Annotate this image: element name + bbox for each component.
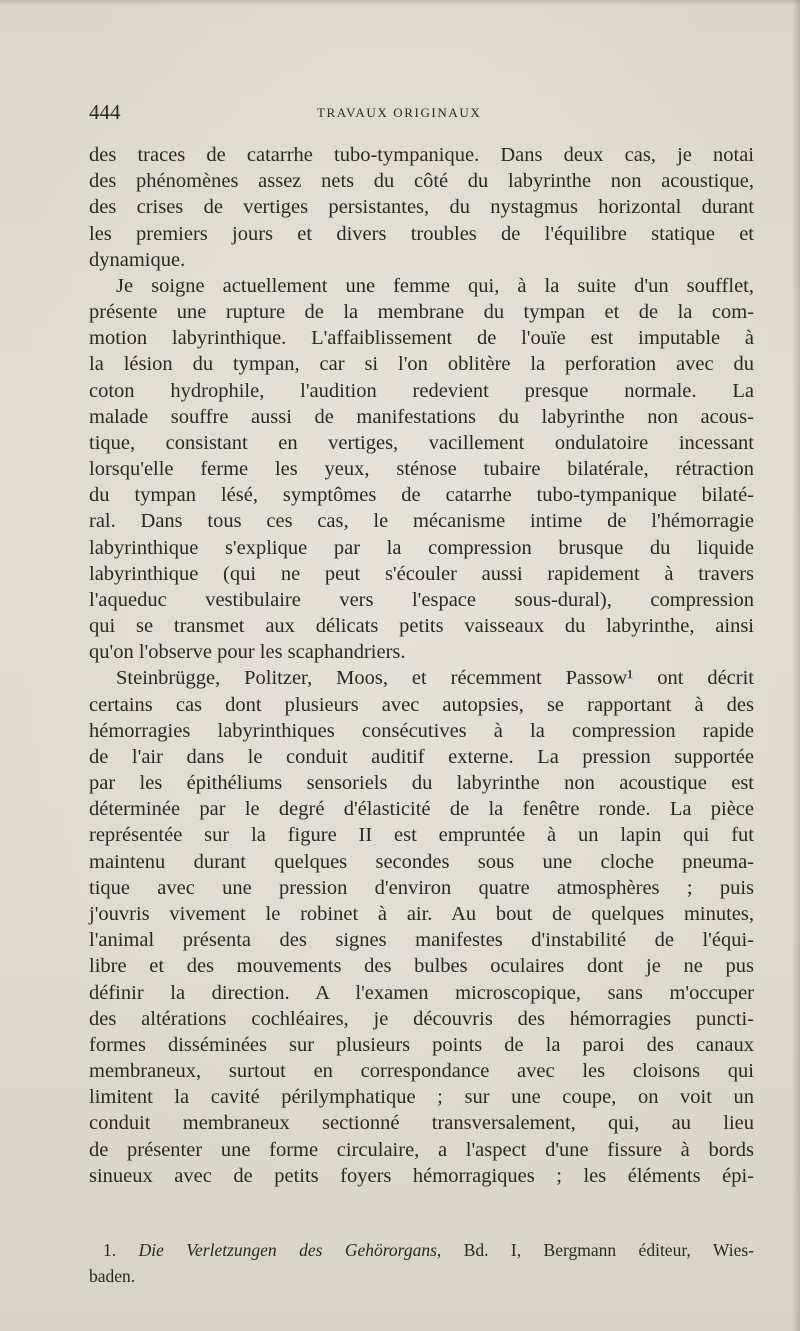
text-line: des phénomènes assez nets du côté du labyrinthe non acoustique,	[89, 170, 754, 193]
page-header	[89, 100, 754, 124]
text-line: la lésion du tympan, car si l'on oblitère la perforation avec du	[89, 353, 754, 376]
page-number: 444	[89, 100, 121, 124]
text-line: tique, consistant en vertiges, vacillement ondulatoire incessant	[89, 431, 754, 454]
footnote-line	[89, 1237, 754, 1263]
text-line: de l'air dans le conduit auditif externe. La pression supportée	[89, 745, 754, 768]
text-line: malade souffre aussi de manifestations du labyrinthe non acous-	[89, 405, 754, 428]
footnote-rest: , Bd. I, Bergmann éditeur, Wies-	[436, 1240, 755, 1260]
text-line: qu'on l'observe pour les scaphandriers.	[89, 641, 406, 664]
text-line: coton hydrophile, l'audition redevient presque normale. La	[89, 379, 754, 402]
text-line: déterminée par le degré d'élasticité de la fenêtre ronde. La pièce	[89, 798, 754, 821]
footnote-title: Die Verletzungen des Gehörorgans	[138, 1240, 437, 1260]
text-line: labyrinthique (qui ne peut s'écouler aussi rapidement à travers	[89, 562, 754, 585]
text-line: j'ouvris vivement le robinet à air. Au bout de quelques minutes,	[89, 902, 754, 925]
text-line: représentée sur la figure II est empruntée à un lapin qui fut	[89, 824, 754, 847]
text-line: sinueux avec de petits foyers hémorragiques ; les éléments épi-	[89, 1164, 754, 1187]
text-line: par les épithéliums sensoriels du labyrinthe non acoustique est	[89, 772, 754, 795]
text-line: les premiers jours et divers troubles de l'équilibre statique et	[89, 222, 754, 245]
page-top-shadow	[0, 0, 800, 6]
text-line: définir la direction. A l'examen microscopique, sans m'occuper	[89, 981, 754, 1004]
text-line: présente une rupture de la membrane du tympan et de la com-	[89, 301, 754, 324]
text-line: l'animal présenta des signes manifestes d'instabilité de l'équi-	[89, 929, 754, 952]
footnote-continuation: baden.	[89, 1266, 136, 1286]
text-line: motion labyrinthique. L'affaiblissement de l'ouïe est imputable à	[89, 327, 754, 350]
text-line: dynamique.	[89, 248, 186, 271]
text-line: labyrinthique s'explique par la compression brusque du liquide	[89, 536, 754, 559]
text-line: membraneux, surtout en correspondance avec les cloisons qui	[89, 1060, 754, 1083]
text-line: formes disséminées sur plusieurs points de la paroi des canaux	[89, 1033, 754, 1056]
text-line: conduit membraneux sectionné transversalement, qui, au lieu	[89, 1112, 754, 1135]
text-line: limitent la cavité périlymphatique ; sur une coupe, on voit un	[89, 1086, 754, 1109]
body-text	[89, 142, 754, 1189]
text-line: Je soigne actuellement une femme qui, à la suite d'un soufflet,	[116, 274, 754, 297]
text-line: des crises de vertiges persistantes, du nystagmus horizontal durant	[89, 196, 754, 219]
running-head: TRAVAUX ORIGINAUX	[317, 105, 482, 120]
text-line: lorsqu'elle ferme les yeux, sténose tubaire bilatérale, rétraction	[89, 458, 754, 481]
page-right-shadow	[792, 0, 800, 1331]
footnote-marker: 1.	[103, 1240, 117, 1260]
footnote	[89, 1237, 754, 1289]
text-line: du tympan lésé, symptômes de catarrhe tubo-tympanique bilaté-	[89, 484, 754, 507]
text-line: ral. Dans tous ces cas, le mécanisme intime de l'hémorragie	[89, 510, 754, 533]
text-line: maintenu durant quelques secondes sous une cloche pneuma-	[89, 850, 754, 873]
text-line: l'aqueduc vestibulaire vers l'espace sous-dural), compression	[89, 588, 754, 611]
text-line: des altérations cochléaires, je découvris des hémorragies puncti-	[89, 1007, 754, 1030]
text-line: qui se transmet aux délicats petits vaisseaux du labyrinthe, ainsi	[89, 615, 754, 638]
text-line: libre et des mouvements des bulbes oculaires dont je ne pus	[89, 955, 754, 978]
text-line: de présenter une forme circulaire, a l'aspect d'une fissure à bords	[89, 1138, 754, 1161]
text-line: des traces de catarrhe tubo-tympanique. Dans deux cas, je notai	[89, 144, 754, 166]
text-line: Steinbrügge, Politzer, Moos, et récemment Passow¹ ont décrit	[116, 667, 754, 690]
text-line: tique avec une pression d'environ quatre atmosphères ; puis	[89, 876, 754, 899]
text-line: hémorragies labyrinthiques consécutives à la compression rapide	[89, 719, 754, 742]
text-line: certains cas dont plusieurs avec autopsies, se rapportant à des	[89, 693, 754, 716]
